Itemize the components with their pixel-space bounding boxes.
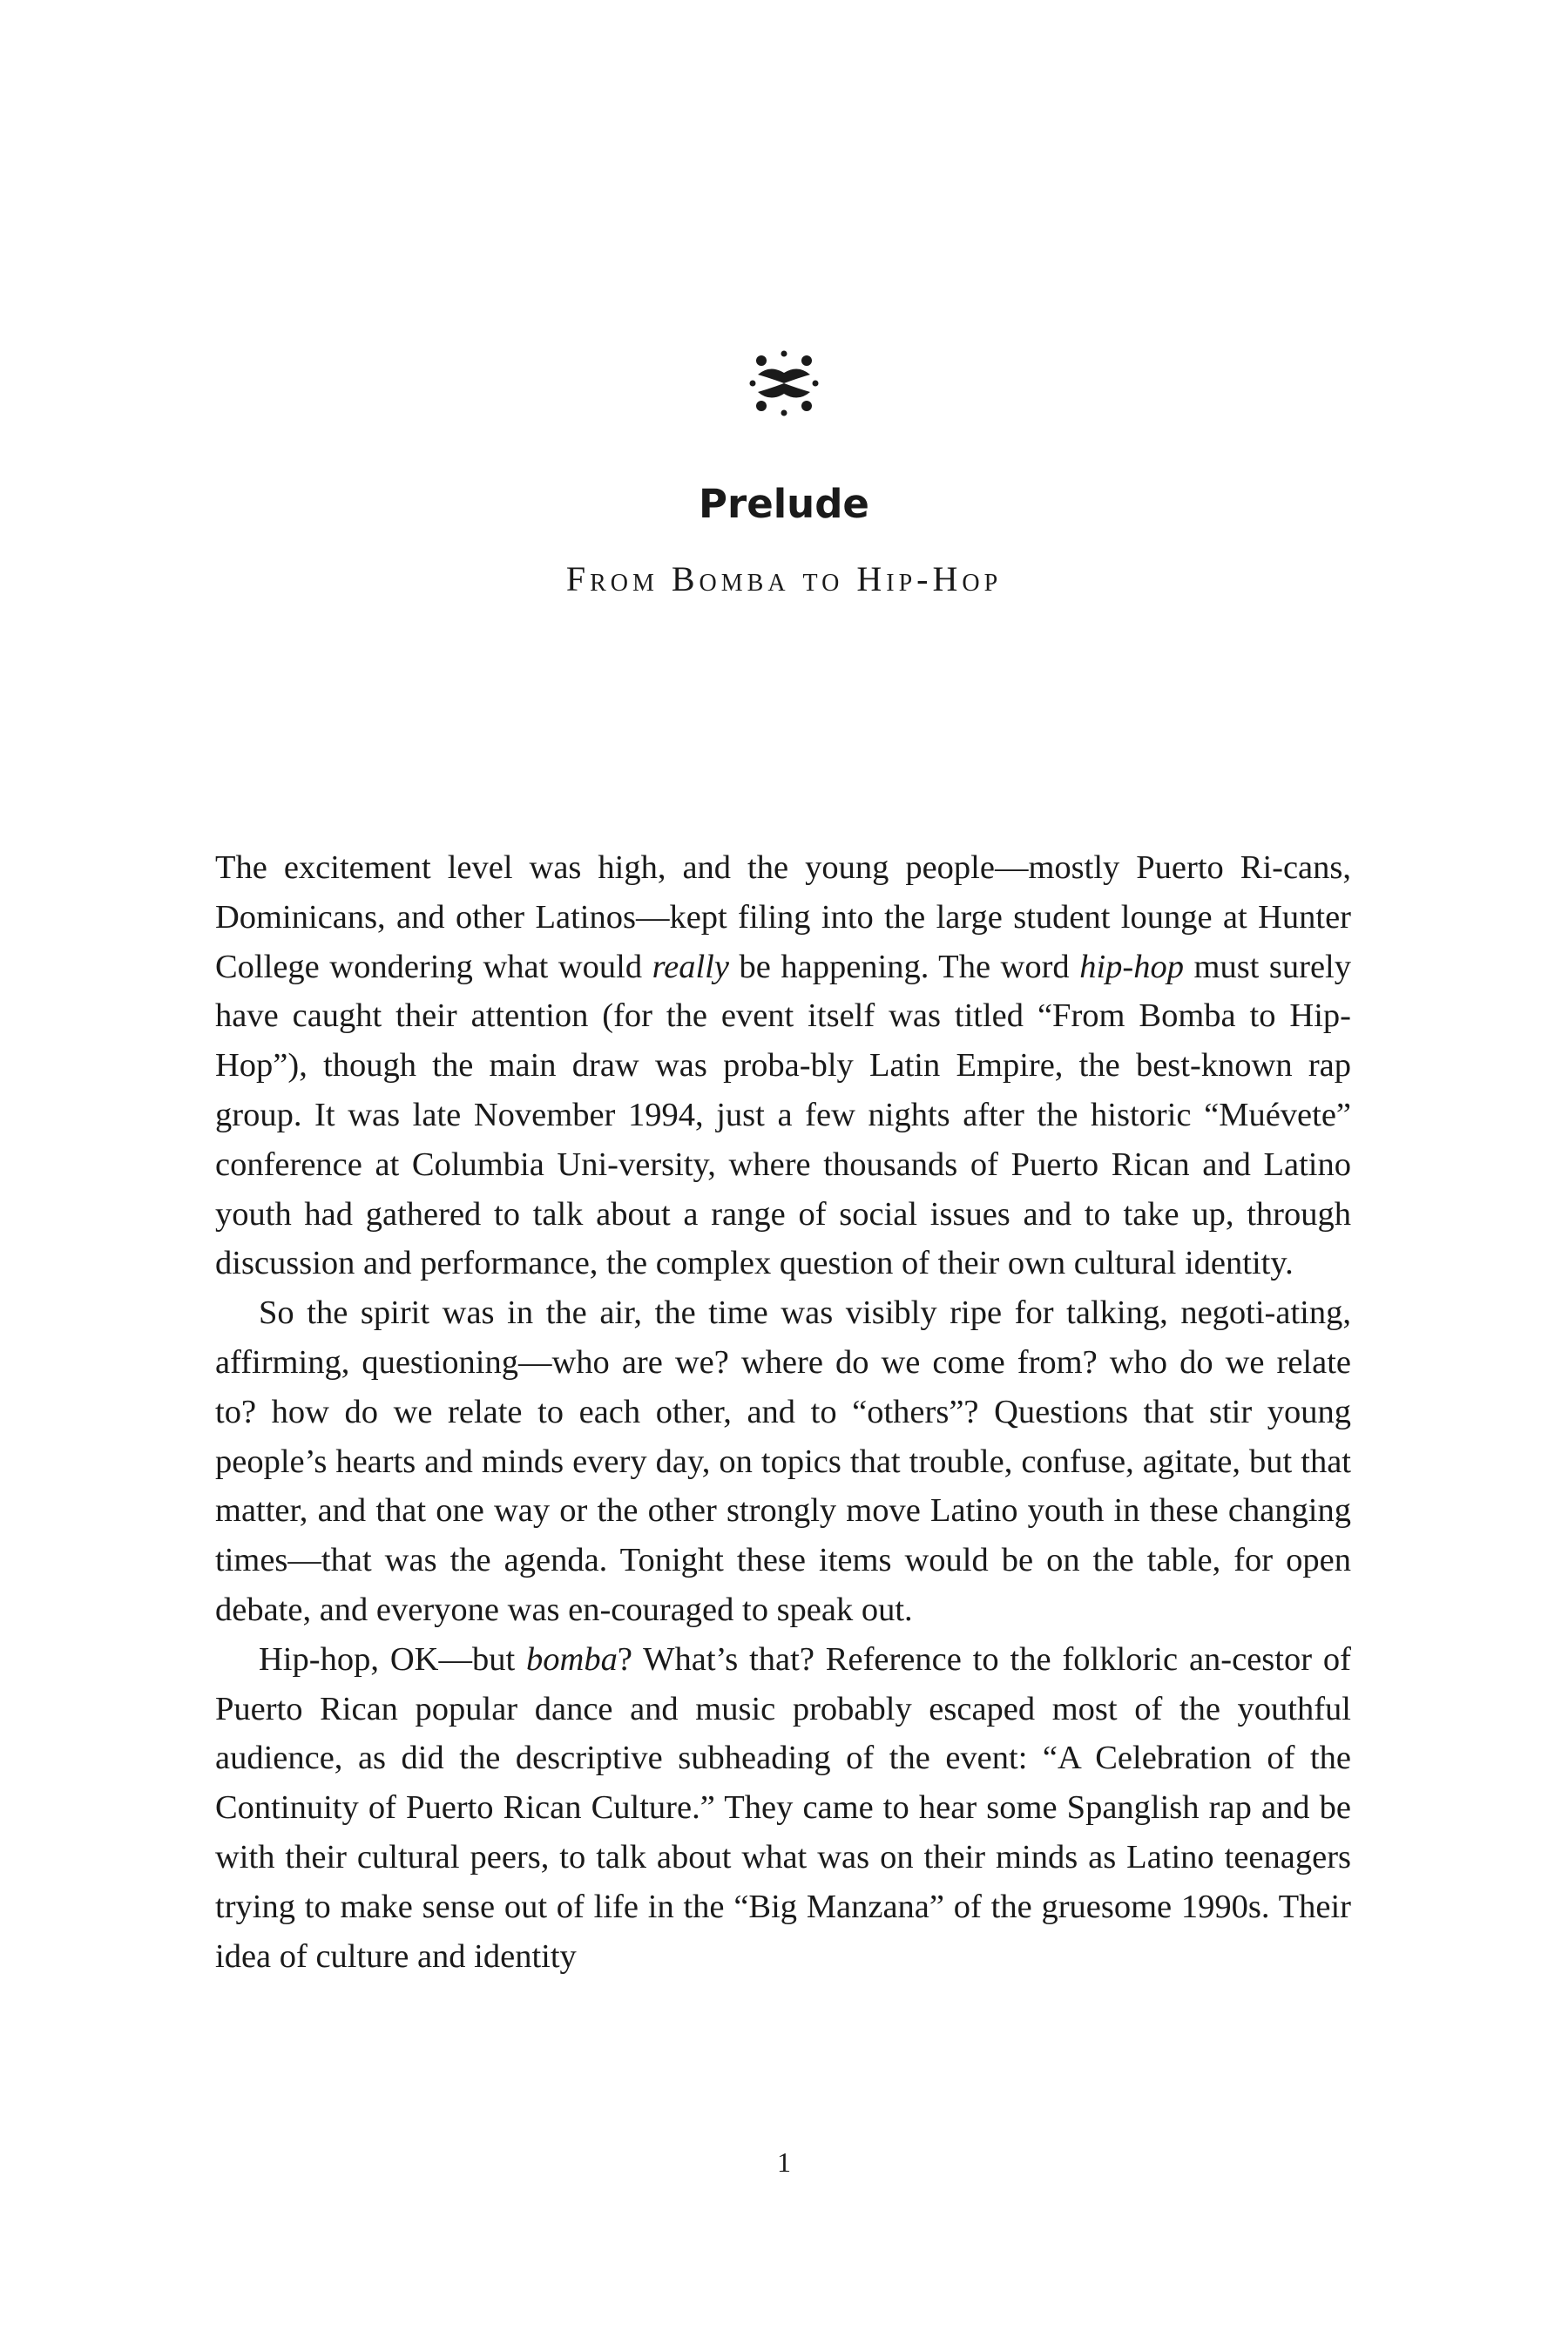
- chapter-ornament-icon: [0, 348, 1568, 418]
- text-run: Hip-hop, OK—but: [259, 1640, 527, 1678]
- chapter-title: Prelude: [699, 481, 869, 527]
- paragraph: [215, 843, 1351, 1288]
- paragraph: [215, 1288, 1351, 1635]
- body-text: [215, 843, 1351, 1981]
- text-run: must surely have caught their attention (for the event itself was titled “From Bomba to Hip-Hop”), though the main draw was proba-bly Latin Empire, the best-known rap group. It was late November 1994, just a few nights after the historic “Muévete” conference at Columbia Uni-versity, where thousands of Puerto Rican and Latino youth had gathered to talk about a range of social issues and to take up, through discussion and performance, the complex question of their own cultural identity.: [215, 948, 1351, 1282]
- italic-text: bomba: [526, 1640, 618, 1678]
- page-number: 1: [777, 2146, 791, 2178]
- text-run: The excitement level was high, and the young people—mostly Puerto Ri-cans, Dominicans, and other Latinos—kept filing into the large student lounge at Hunter College wondering what would: [215, 849, 1351, 985]
- text-run: So the spirit was in the air, the time was visibly ripe for talking, negoti-ating, affirming, questioning—who are we? where do we come from? who do we relate to? how do we relate to each other, and to “others”? Questions that stir young people’s hearts and minds every day, on topics that trouble, confuse, agitate, but that matter, and that one way or the other strongly move Latino youth in these changing times—that was the agenda. Tonight these items would be on the table, for open debate, and everyone was en-couraged to speak out.: [215, 1294, 1351, 1628]
- text-run: be happening. The word: [728, 948, 1080, 985]
- italic-text: really: [652, 948, 729, 985]
- chapter-subtitle: From Bomba to Hip-Hop: [565, 559, 1003, 598]
- text-run: ? What’s that? Reference to the folkloric an-cestor of Puerto Rican popular dance and music probably escaped most of the youthful audience, as did the descriptive subheading of the event: “A Celebration of the Continuity of Puerto Rican Culture.” They came to hear some Spanglish rap and be with their cultural peers, to talk about what was on their minds as Latino teenagers trying to make sense out of life in the “Big Manzana” of the gruesome 1990s. Their idea of culture and identity: [215, 1640, 1352, 1975]
- italic-text: hip-hop: [1079, 948, 1184, 985]
- paragraph: [215, 1635, 1351, 1982]
